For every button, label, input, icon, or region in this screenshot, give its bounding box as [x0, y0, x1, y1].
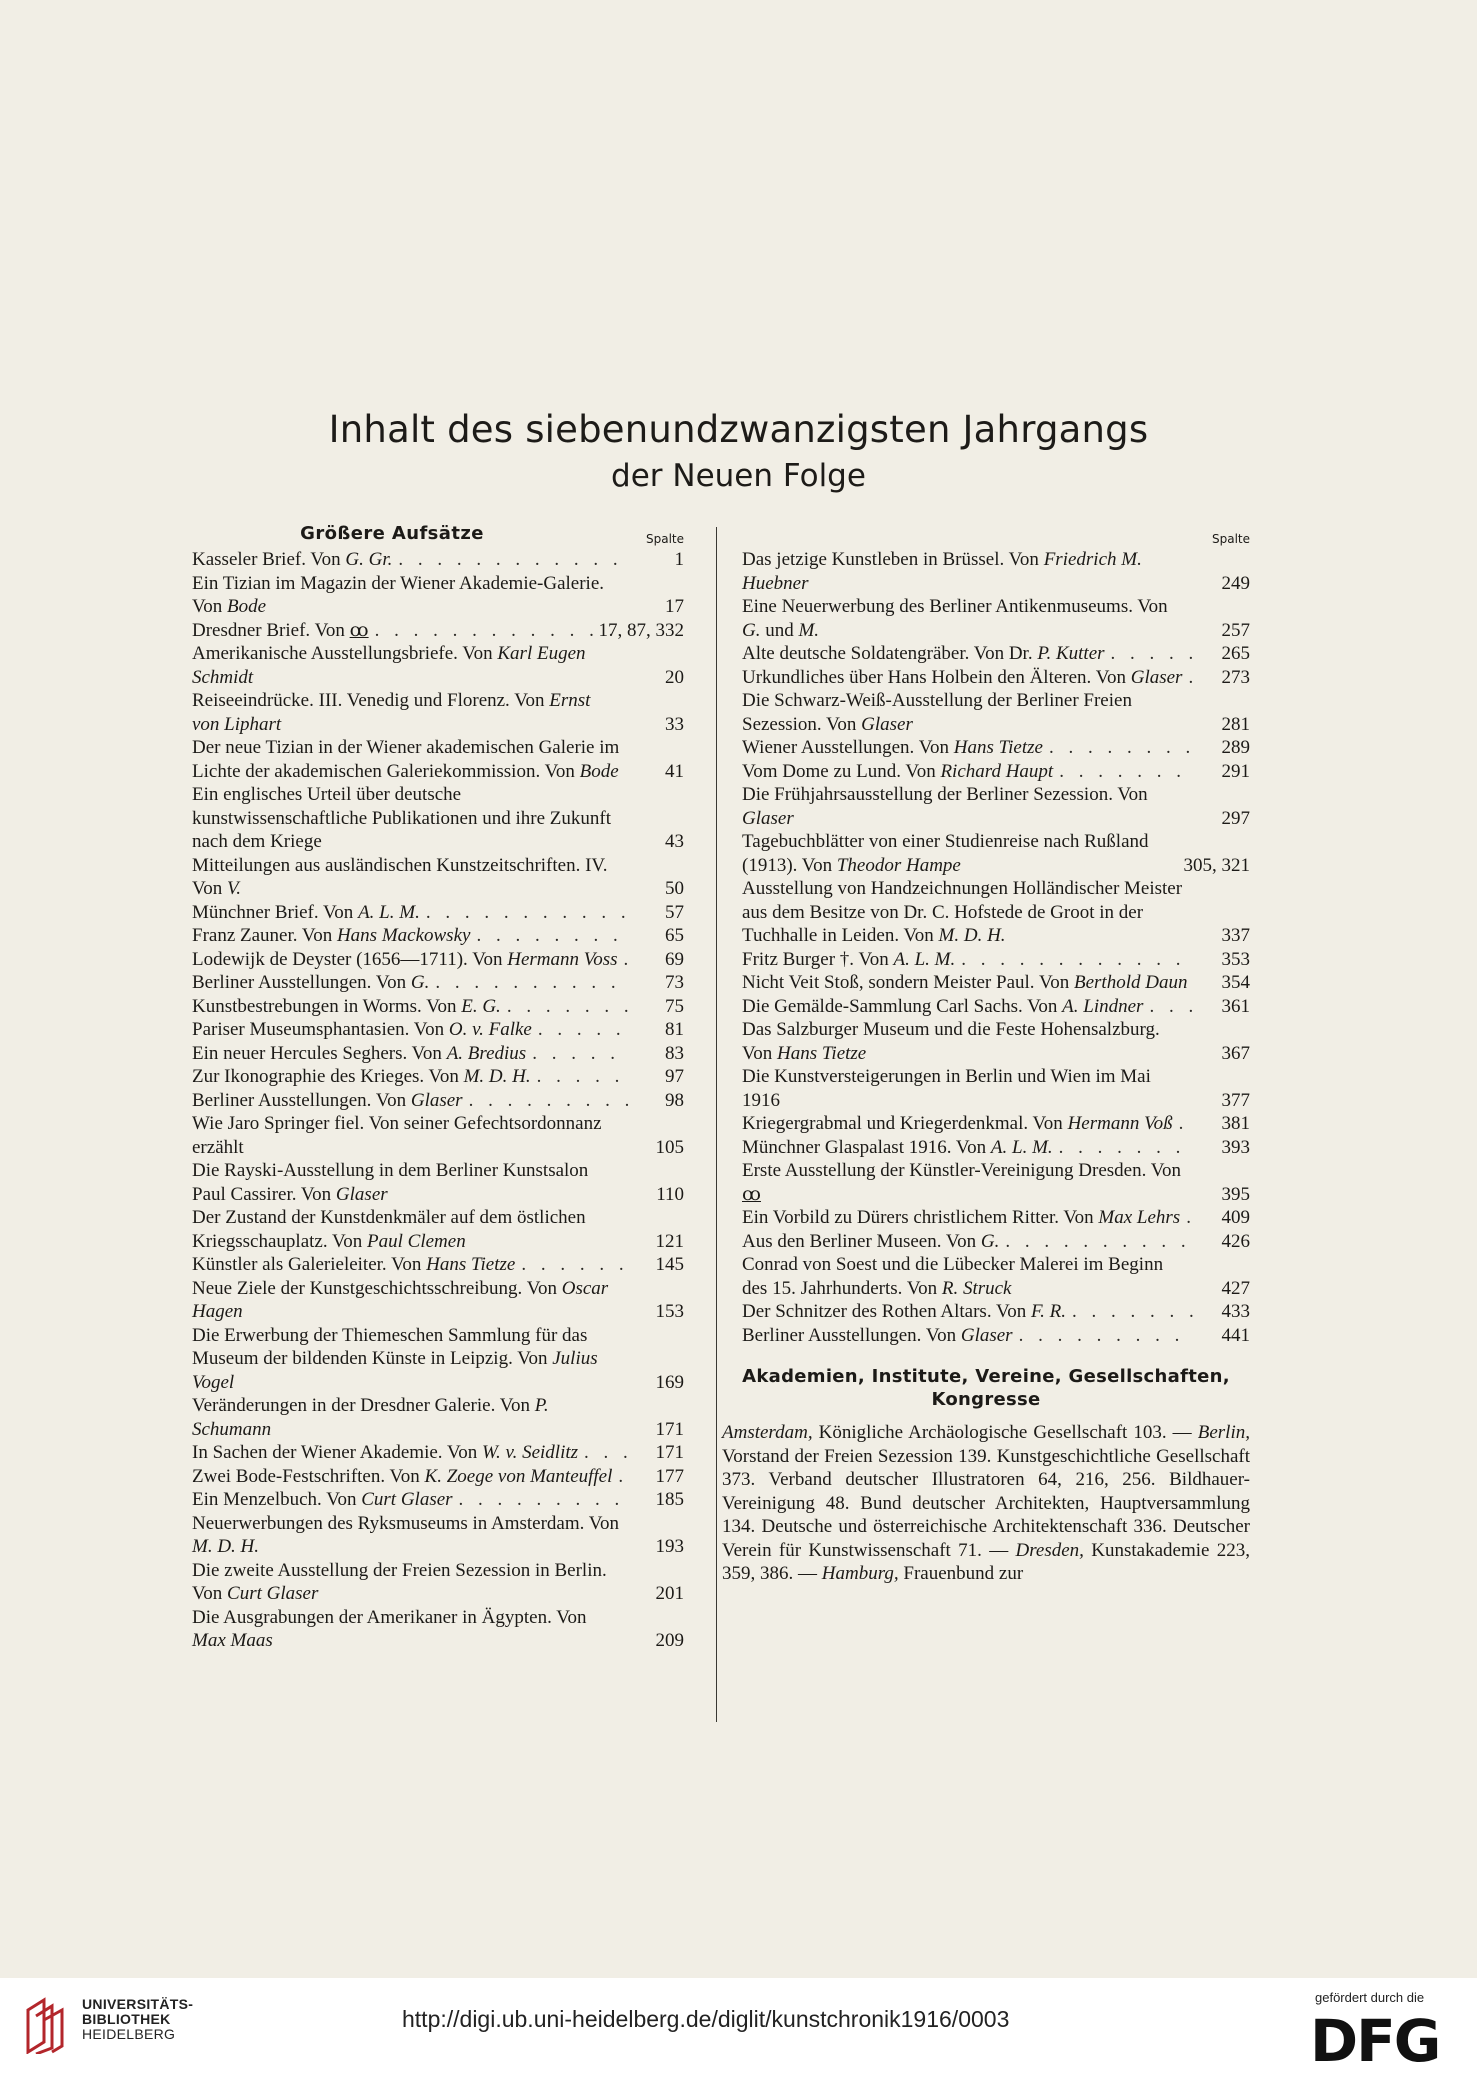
leader-dots [1188, 548, 1194, 572]
toc-entry-title: Erste Ausstellung der Künstler-Vereinigung Dresden. Von ꝏ [742, 1160, 1182, 1205]
leader-dots [622, 1112, 628, 1136]
toc-entry-title: Kriegergrabmal und Kriegerdenkmal. Von Hermann Voß [742, 1113, 1173, 1134]
toc-entry [172, 1112, 684, 1159]
leader-dots [532, 1018, 628, 1042]
toc-entry [172, 1042, 684, 1066]
toc-entry-column-number: 361 [1221, 995, 1250, 1017]
toc-entry-column-number: 201 [655, 1583, 684, 1604]
leader-dots [955, 948, 1194, 972]
toc-entry-title: Pariser Museumsphantasien. Von O. v. Falke [192, 1019, 532, 1040]
toc-entry-column-number: 50 [665, 878, 684, 899]
leader-dots [1188, 830, 1194, 854]
toc-entry [172, 1606, 684, 1653]
toc-entry [172, 783, 684, 854]
toc-entry [172, 971, 684, 995]
leader-dots [622, 1559, 628, 1583]
toc-entry-title: Kunstbestrebungen in Worms. Von E. G. [192, 995, 501, 1017]
left-column-header [172, 520, 684, 548]
toc-entry-column-number: 153 [655, 1301, 684, 1322]
toc-entry-column-number: 177 [655, 1465, 684, 1487]
leader-dots [1188, 1253, 1194, 1277]
leader-dots [470, 924, 628, 948]
toc-entry-title: Mitteilungen aus ausländischen Kunstzeitschriften. IV. Von V. [192, 854, 608, 899]
toc-entry [172, 1253, 684, 1277]
leader-dots [622, 1277, 628, 1301]
toc-entry [172, 995, 684, 1019]
toc-entry-column-number: 441 [1221, 1324, 1250, 1346]
toc-entry-title: Aus den Berliner Museen. Von G. [742, 1230, 1000, 1252]
toc-entry [722, 830, 1250, 877]
leader-dots [369, 619, 628, 643]
toc-entry [172, 642, 684, 689]
leader-dots [622, 854, 628, 878]
toc-entry [172, 1324, 684, 1395]
toc-entry-column-number: 433 [1221, 1301, 1250, 1322]
toc-entry-title: Franz Zauner. Von Hans Mackowsky [192, 925, 471, 946]
toc-entry-column-number: 305, 321 [1183, 854, 1250, 876]
spalte-label: Spalte [645, 532, 684, 546]
left-column [172, 520, 684, 1653]
leader-dots [999, 1230, 1194, 1254]
toc-entry-column-number: 41 [665, 760, 684, 782]
toc-entry [172, 1465, 684, 1489]
toc-entry-column-number: 98 [665, 1089, 684, 1111]
leader-dots [1188, 1065, 1194, 1089]
toc-entry-column-number: 75 [665, 995, 684, 1017]
leader-dots [420, 901, 628, 925]
toc-entry [722, 1230, 1250, 1254]
toc-entry [722, 948, 1250, 972]
leader-dots [463, 1089, 628, 1113]
toc-entry [172, 1559, 684, 1606]
toc-entry-column-number: 265 [1221, 643, 1250, 664]
toc-entry-title: Ein Menzelbuch. Von Curt Glaser [192, 1489, 453, 1510]
toc-entry-title: Münchner Brief. Von A. L. M. [192, 901, 420, 923]
toc-entry [722, 1324, 1250, 1348]
toc-entry-column-number: 377 [1221, 1089, 1250, 1111]
leader-dots [1043, 736, 1194, 760]
toc-entry [722, 548, 1250, 595]
toc-entry-column-number: 97 [665, 1066, 684, 1087]
toc-entry-title: Wie Jaro Springer fiel. Von seiner Gefechtsordonnanz erzählt [192, 1113, 602, 1158]
leader-dots [622, 1606, 628, 1630]
toc-entry-title: Wiener Ausstellungen. Von Hans Tietze [742, 737, 1043, 758]
toc-entry [172, 1206, 684, 1253]
toc-entry-column-number: 65 [665, 925, 684, 946]
toc-entry-column-number: 145 [655, 1254, 684, 1275]
leader-dots [1053, 1136, 1194, 1160]
leader-dots [622, 736, 628, 760]
toc-entry [172, 548, 684, 572]
toc-entry-title: Ein Vorbild zu Dürers christlichem Ritter. Von Max Lehrs [742, 1207, 1181, 1228]
toc-entry-title: Das Salzburger Museum und die Feste Hohensalzburg. Von Hans Tietze [742, 1019, 1160, 1064]
toc-entry-title: Die Rayski-Ausstellung in dem Berliner Kunstsalon Paul Cassirer. Von Glaser [192, 1160, 589, 1205]
toc-entry [722, 1253, 1250, 1300]
toc-entry-title: Die Gemälde-Sammlung Carl Sachs. Von A. Lindner [742, 995, 1144, 1017]
toc-entry [172, 1441, 684, 1465]
toc-entry-title: Die Erwerbung der Thiemeschen Sammlung für das Museum der bildenden Künste in Leipzig. Von Julius Vogel [192, 1324, 598, 1393]
leader-dots [1013, 1324, 1194, 1348]
toc-entry-column-number: 121 [655, 1230, 684, 1252]
toc-entry [172, 854, 684, 901]
toc-entry [722, 971, 1250, 995]
toc-entry [722, 595, 1250, 642]
toc-entry-title: Reiseeindrücke. III. Venedig und Florenz. Von Ernst von Liphart [192, 690, 591, 735]
leader-dots [622, 1159, 628, 1183]
toc-entry-column-number: 81 [665, 1019, 684, 1040]
toc-entry [722, 783, 1250, 830]
funded-by-label: gefördert durch die [1315, 1990, 1425, 2005]
library-name-line1: UNIVERSITÄTS- [82, 1996, 194, 2012]
toc-entry-column-number: 381 [1221, 1113, 1250, 1134]
toc-entry-title: Lodewijk de Deyster (1656—1711). Von Hermann Voss [192, 948, 618, 970]
section-heading-academies: Akademien, Institute, Vereine, Gesellschaften, Kongresse [742, 1366, 1230, 1410]
toc-entry-column-number: 57 [665, 901, 684, 923]
toc-entry-column-number: 33 [665, 713, 684, 735]
toc-entry-column-number: 171 [655, 1418, 684, 1440]
toc-entry-column-number: 209 [655, 1630, 684, 1651]
leader-dots [1143, 995, 1194, 1019]
toc-entry-column-number: 257 [1221, 619, 1250, 641]
toc-entry-title: Nicht Veit Stoß, sondern Meister Paul. Von Berthold Daun [742, 972, 1188, 993]
toc-entry [172, 1394, 684, 1441]
toc-entry [722, 736, 1250, 760]
toc-entry-title: Die Kunstversteigerungen in Berlin und Wien im Mai 1916 [742, 1066, 1151, 1111]
toc-entry-title: Ein neuer Hercules Seghers. Von A. Bredius [192, 1042, 527, 1064]
toc-entry-title: Alte deutsche Soldatengräber. Von Dr. P. Kutter [742, 643, 1105, 664]
toc-entry-column-number: 110 [656, 1183, 684, 1205]
toc-entry-column-number: 171 [655, 1442, 684, 1463]
toc-entry-column-number: 395 [1221, 1183, 1250, 1205]
toc-entry-title: Der neue Tizian in der Wiener akademischen Galerie im Lichte der akademischen Galeriekommission. Von Bode [192, 737, 620, 782]
leader-dots [429, 971, 628, 995]
toc-entry-column-number: 83 [665, 1042, 684, 1064]
toc-entry-title: Eine Neuerwerbung des Berliner Antikenmuseums. Von G. und M. [742, 596, 1168, 641]
leader-dots [1173, 1112, 1194, 1136]
library-name [82, 1997, 193, 2042]
toc-entry-title: Zur Ikonographie des Krieges. Von M. D. H. [192, 1066, 531, 1087]
toc-entry-title: Die Frühjahrsausstellung der Berliner Sezession. Von Glaser [742, 784, 1148, 829]
toc-entry-title: Fritz Burger †. Von A. L. M. [742, 948, 956, 970]
toc-entry-title: Ausstellung von Handzeichnungen Holländischer Meister aus dem Besitze von Dr. C. Hofstede de Groot in der Tuchhalle in Leiden. Von M. D. H. [742, 878, 1183, 946]
leader-dots [622, 642, 628, 666]
toc-entry-column-number: 249 [1221, 572, 1250, 594]
toc-entry [172, 1065, 684, 1089]
toc-entry-column-number: 337 [1221, 925, 1250, 946]
toc-entry-title: Veränderungen in der Dresdner Galerie. Von P. Schumann [192, 1395, 549, 1440]
leader-dots [1188, 1018, 1194, 1042]
toc-entry-title: Tagebuchblätter von einer Studienreise nach Rußland (1913). Von Theodor Hampe [742, 831, 1149, 876]
section-heading-major-articles: Größere Aufsätze [300, 523, 484, 544]
toc-entry-column-number: 73 [665, 972, 684, 993]
toc-entry [722, 1065, 1250, 1112]
right-toc-list [722, 548, 1250, 1347]
toc-entry [172, 1159, 684, 1206]
toc-entry-column-number: 105 [655, 1136, 684, 1158]
toc-entry [722, 666, 1250, 690]
leader-dots [1188, 689, 1194, 713]
leader-dots [392, 548, 628, 572]
leader-dots [1105, 642, 1194, 666]
leader-dots [1188, 877, 1194, 901]
toc-entry-column-number: 69 [665, 948, 684, 970]
toc-entry-column-number: 193 [655, 1536, 684, 1557]
leader-dots [1053, 760, 1194, 784]
toc-entry [722, 1206, 1250, 1230]
leader-dots [618, 948, 628, 972]
toc-entry-title: Zwei Bode-Festschriften. Von K. Zoege von Manteuffel [192, 1465, 613, 1487]
leader-dots [531, 1065, 628, 1089]
right-column [722, 520, 1250, 1586]
toc-entry [722, 877, 1250, 948]
leader-dots [622, 1324, 628, 1348]
leader-dots [1180, 1206, 1194, 1230]
toc-entry-column-number: 273 [1221, 666, 1250, 688]
toc-entry-column-number: 17 [665, 596, 684, 617]
toc-entry-column-number: 169 [655, 1371, 684, 1393]
leader-dots [515, 1253, 628, 1277]
toc-entry-column-number: 354 [1221, 972, 1250, 993]
leader-dots [622, 783, 628, 807]
leader-dots [526, 1042, 628, 1066]
toc-entry [722, 1300, 1250, 1324]
toc-entry-column-number: 393 [1221, 1136, 1250, 1158]
toc-entry-title: Berliner Ausstellungen. Von Glaser [742, 1324, 1013, 1346]
leader-dots [1188, 783, 1194, 807]
toc-entry-title: Conrad von Soest und die Lübecker Malerei im Beginn des 15. Jahrhunderts. Von R. Struck [742, 1254, 1164, 1299]
source-url-link[interactable]: http://digi.ub.uni-heidelberg.de/diglit/kunstchronik1916/0003 [402, 2006, 1010, 2032]
toc-entry-column-number: 427 [1221, 1277, 1250, 1299]
toc-entry-title: Der Schnitzer des Rothen Altars. Von F. R. [742, 1301, 1067, 1322]
toc-entry [172, 1488, 684, 1512]
toc-entry-column-number: 297 [1221, 807, 1250, 829]
page-title: Inhalt des siebenundzwanzigsten Jahrgangs [328, 408, 1149, 451]
toc-entry [172, 1277, 684, 1324]
toc-entry [722, 642, 1250, 666]
toc-entry-title: Berliner Ausstellungen. Von Glaser [192, 1089, 463, 1111]
toc-entry [172, 572, 684, 619]
toc-entry [172, 1018, 684, 1042]
leader-dots [501, 995, 628, 1019]
toc-entry [172, 1512, 684, 1559]
leader-dots [1187, 971, 1194, 995]
leader-dots [622, 1512, 628, 1536]
leader-dots [578, 1441, 628, 1465]
toc-entry [722, 1136, 1250, 1160]
toc-entry-title: Künstler als Galerieleiter. Von Hans Tietze [192, 1254, 516, 1275]
toc-entry-column-number: 291 [1221, 760, 1250, 782]
dfg-logo: DFG [1310, 2007, 1440, 2075]
toc-entry-column-number: 185 [655, 1489, 684, 1510]
spalte-label: Spalte [1211, 532, 1250, 546]
leader-dots [622, 572, 628, 596]
toc-entry-title: Vom Dome zu Lund. Von Richard Haupt [742, 760, 1054, 782]
leader-dots [612, 1465, 628, 1489]
toc-entry-title: Neuerwerbungen des Ryksmuseums in Amsterdam. Von M. D. H. [192, 1512, 620, 1557]
toc-entry-title: Die Schwarz-Weiß-Ausstellung der Berliner Freien Sezession. Von Glaser [742, 690, 1132, 735]
toc-entry-column-number: 20 [665, 666, 684, 688]
footer-bar [0, 1978, 1477, 2083]
toc-entry-title: Berliner Ausstellungen. Von G. [192, 972, 430, 993]
right-column-header [722, 520, 1250, 548]
library-name-line3: HEIDELBERG [82, 2026, 176, 2042]
toc-entry [172, 1089, 684, 1113]
toc-entry [722, 995, 1250, 1019]
toc-entry-title: Amerikanische Ausstellungsbriefe. Von Karl Eugen Schmidt [192, 643, 586, 688]
toc-entry-title: Neue Ziele der Kunstgeschichtsschreibung. Von Oscar Hagen [192, 1277, 609, 1322]
toc-entry-title: Urkundliches über Hans Holbein den Älteren. Von Glaser [742, 666, 1183, 688]
leader-dots [622, 1394, 628, 1418]
toc-entry-column-number: 17, 87, 332 [598, 619, 684, 641]
toc-entry-title: Die Ausgrabungen der Amerikaner in Ägypten. Von Max Maas [192, 1606, 587, 1651]
toc-entry [172, 924, 684, 948]
page-subtitle: der Neuen Folge [611, 458, 866, 494]
toc-entry-column-number: 289 [1221, 737, 1250, 758]
toc-entry [722, 760, 1250, 784]
column-divider [716, 527, 717, 1722]
toc-entry-title: In Sachen der Wiener Akademie. Von W. v. Seidlitz [192, 1442, 579, 1463]
leader-dots [622, 689, 628, 713]
library-name-line2: BIBLIOTHEK [82, 2011, 171, 2027]
toc-entry [172, 619, 684, 643]
toc-entry [722, 1112, 1250, 1136]
academies-paragraph: Amsterdam, Königliche Archäologische Gesellschaft 103. — Berlin, Vorstand der Freien Sezession 139. Kunstgeschichtliche Gesellschaft 373. Verband deutscher Illustratoren 64, 216, 256. Bildhauer-Vereinigung 48. Bund deutscher Architekten, Hauptversammlung 134. Deutsche und österreichische Architektenschaft 336. Deutscher Verein für Kunstwissenschaft 71. — Dresden, Kunstakademie 223, 359, 386. — Hamburg, Frauenbund zur [722, 1422, 1250, 1584]
left-toc-list [172, 548, 684, 1653]
leader-dots [1182, 666, 1194, 690]
toc-entry-column-number: 367 [1221, 1042, 1250, 1064]
toc-entry [722, 689, 1250, 736]
toc-entry [722, 1018, 1250, 1065]
toc-entry-column-number: 281 [1221, 713, 1250, 735]
toc-entry-column-number: 1 [674, 549, 684, 570]
toc-entry [172, 689, 684, 736]
leader-dots [1188, 595, 1194, 619]
toc-entry-column-number: 43 [665, 831, 684, 852]
toc-entry-title: Der Zustand der Kunstdenkmäler auf dem östlichen Kriegsschauplatz. Von Paul Clemen [192, 1207, 586, 1252]
toc-entry [722, 1159, 1250, 1206]
leader-dots [453, 1488, 628, 1512]
leader-dots [1066, 1300, 1194, 1324]
leader-dots [1188, 1159, 1194, 1183]
university-library-logo-icon [22, 1996, 70, 2054]
toc-entry [172, 948, 684, 972]
toc-entry-column-number: 353 [1221, 948, 1250, 970]
toc-entry-column-number: 426 [1221, 1230, 1250, 1252]
toc-entry-title: Ein englisches Urteil über deutsche kunstwissenschaftliche Publikationen und ihre Zukunft nach dem Kriege [192, 784, 611, 852]
leader-dots [622, 1206, 628, 1230]
toc-entry-title: Münchner Glaspalast 1916. Von A. L. M. [742, 1136, 1053, 1158]
toc-entry [172, 736, 684, 783]
toc-entry-title: Die zweite Ausstellung der Freien Sezession in Berlin. Von Curt Glaser [192, 1559, 607, 1604]
toc-entry-title: Dresdner Brief. Von ꝏ [192, 619, 369, 641]
toc-entry-column-number: 409 [1221, 1207, 1250, 1228]
toc-entry [172, 901, 684, 925]
toc-entry-title: Das jetzige Kunstleben in Brüssel. Von Friedrich M. Huebner [742, 549, 1142, 594]
toc-entry-title: Ein Tizian im Magazin der Wiener Akademie-Galerie. Von Bode [192, 572, 605, 617]
toc-entry-title: Kasseler Brief. Von G. Gr. [192, 549, 393, 570]
